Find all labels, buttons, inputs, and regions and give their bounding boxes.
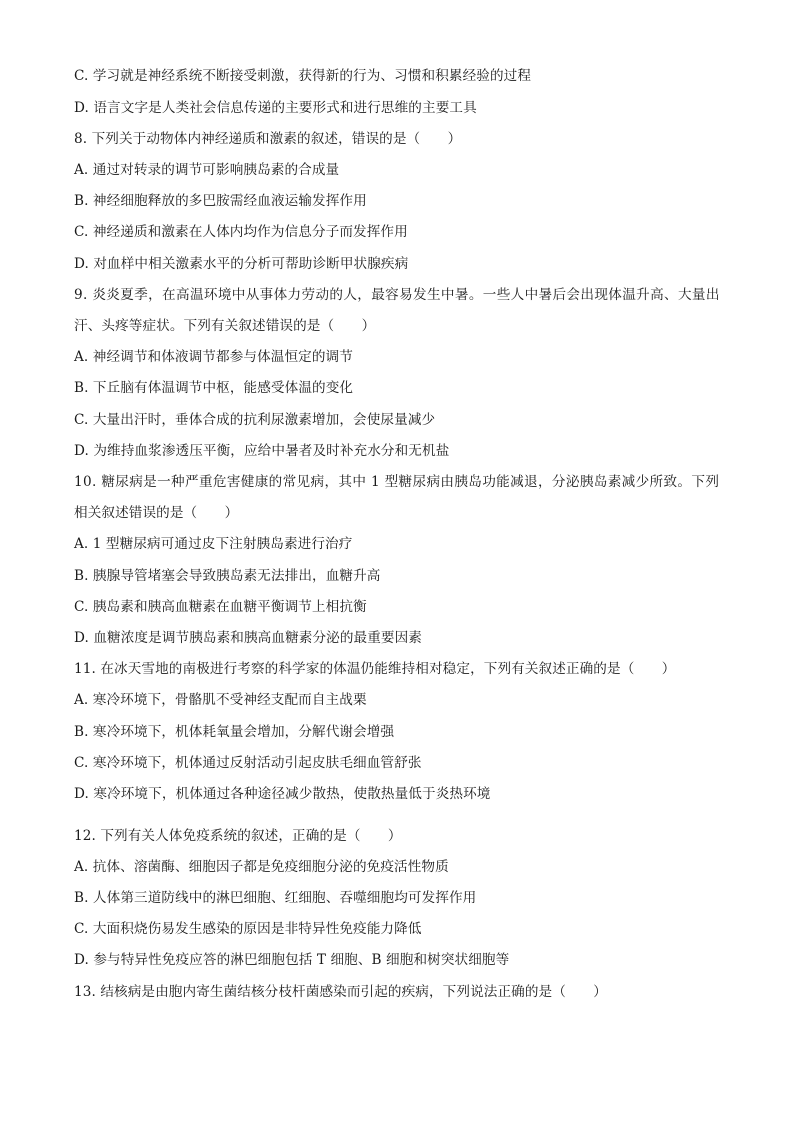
q11-option-d: D. 寒冷环境下，机体通过各种途径减少散热，使散热量低于炎热环境	[74, 786, 491, 802]
q9-option-b: B. 下丘脑有体温调节中枢，能感受体温的变化	[74, 380, 354, 396]
q11-stem: 11. 在冰天雪地的南极进行考察的科学家的体温仍能维持相对稳定，下列有关叙述正确的是（ ）	[74, 661, 676, 677]
q12-option-b: B. 人体第三道防线中的淋巴细胞、红细胞、吞噬细胞均可发挥作用	[74, 890, 477, 906]
q10-option-a: A. 1 型糖尿病可通过皮下注射胰岛素进行治疗	[74, 536, 353, 552]
q10-option-b: B. 胰腺导管堵塞会导致胰岛素无法排出，血糖升高	[74, 568, 381, 584]
q9-option-c: C. 大量出汗时，垂体合成的抗利尿激素增加，会使尿量减少	[74, 412, 436, 428]
q12-option-c: C. 大面积烧伤易发生感染的原因是非特异性免疫能力降低	[74, 921, 422, 937]
q12-option-d: D. 参与特异性免疫应答的淋巴细胞包括 T 细胞、B 细胞和树突状细胞等	[74, 952, 510, 968]
q9-stem-line2: 汗、头疼等症状。下列有关叙述错误的是（ ）	[74, 318, 376, 334]
q11-option-a: A. 寒冷环境下，骨骼肌不受神经支配而自主战栗	[74, 692, 367, 708]
q10-option-d: D. 血糖浓度是调节胰岛素和胰高血糖素分泌的最重要因素	[74, 630, 423, 646]
q10-stem-line2: 相关叙述错误的是（ ）	[74, 505, 239, 521]
q12-option-a: A. 抗体、溶菌酶、细胞因子都是免疫细胞分泌的免疫活性物质	[74, 859, 449, 875]
q8-option-c: C. 神经递质和激素在人体内均作为信息分子而发挥作用	[74, 224, 408, 240]
q7-option-c: C. 学习就是神经系统不断接受刺激，获得新的行为、习惯和积累经验的过程	[74, 68, 532, 84]
q8-option-d: D. 对血样中相关激素水平的分析可帮助诊断甲状腺疾病	[74, 256, 409, 272]
q9-stem-line1: 9. 炎炎夏季，在高温环境中从事体力劳动的人，最容易发生中暑。一些人中暑后会出现体温升高、大量出	[74, 287, 720, 303]
q8-option-b: B. 神经细胞释放的多巴胺需经血液运输发挥作用	[74, 193, 367, 209]
q9-option-d: D. 为维持血浆渗透压平衡，应给中暑者及时补充水分和无机盐	[74, 443, 450, 459]
q12-stem: 12. 下列有关人体免疫系统的叙述，正确的是（ ）	[74, 828, 402, 844]
q9-option-a: A. 神经调节和体液调节都参与体温恒定的调节	[74, 349, 353, 365]
q11-option-b: B. 寒冷环境下，机体耗氧量会增加，分解代谢会增强	[74, 724, 395, 740]
q7-option-d: D. 语言文字是人类社会信息传递的主要形式和进行思维的主要工具	[74, 100, 477, 116]
q10-stem-line1: 10. 糖尿病是一种严重危害健康的常见病，其中 1 型糖尿病由胰岛功能减退，分泌胰岛素减少所致。下列	[74, 474, 720, 490]
q8-option-a: A. 通过对转录的调节可影响胰岛素的合成量	[74, 162, 340, 178]
q10-option-c: C. 胰岛素和胰高血糖素在血糖平衡调节上相抗衡	[74, 599, 367, 615]
q13-stem: 13. 结核病是由胞内寄生菌结核分枝杆菌感染而引起的疾病，下列说法正确的是（ ）	[74, 984, 608, 1000]
q8-stem: 8. 下列关于动物体内神经递质和激素的叙述，错误的是（ ）	[74, 131, 462, 147]
q11-option-c: C. 寒冷环境下，机体通过反射活动引起皮肤毛细血管舒张	[74, 755, 422, 771]
